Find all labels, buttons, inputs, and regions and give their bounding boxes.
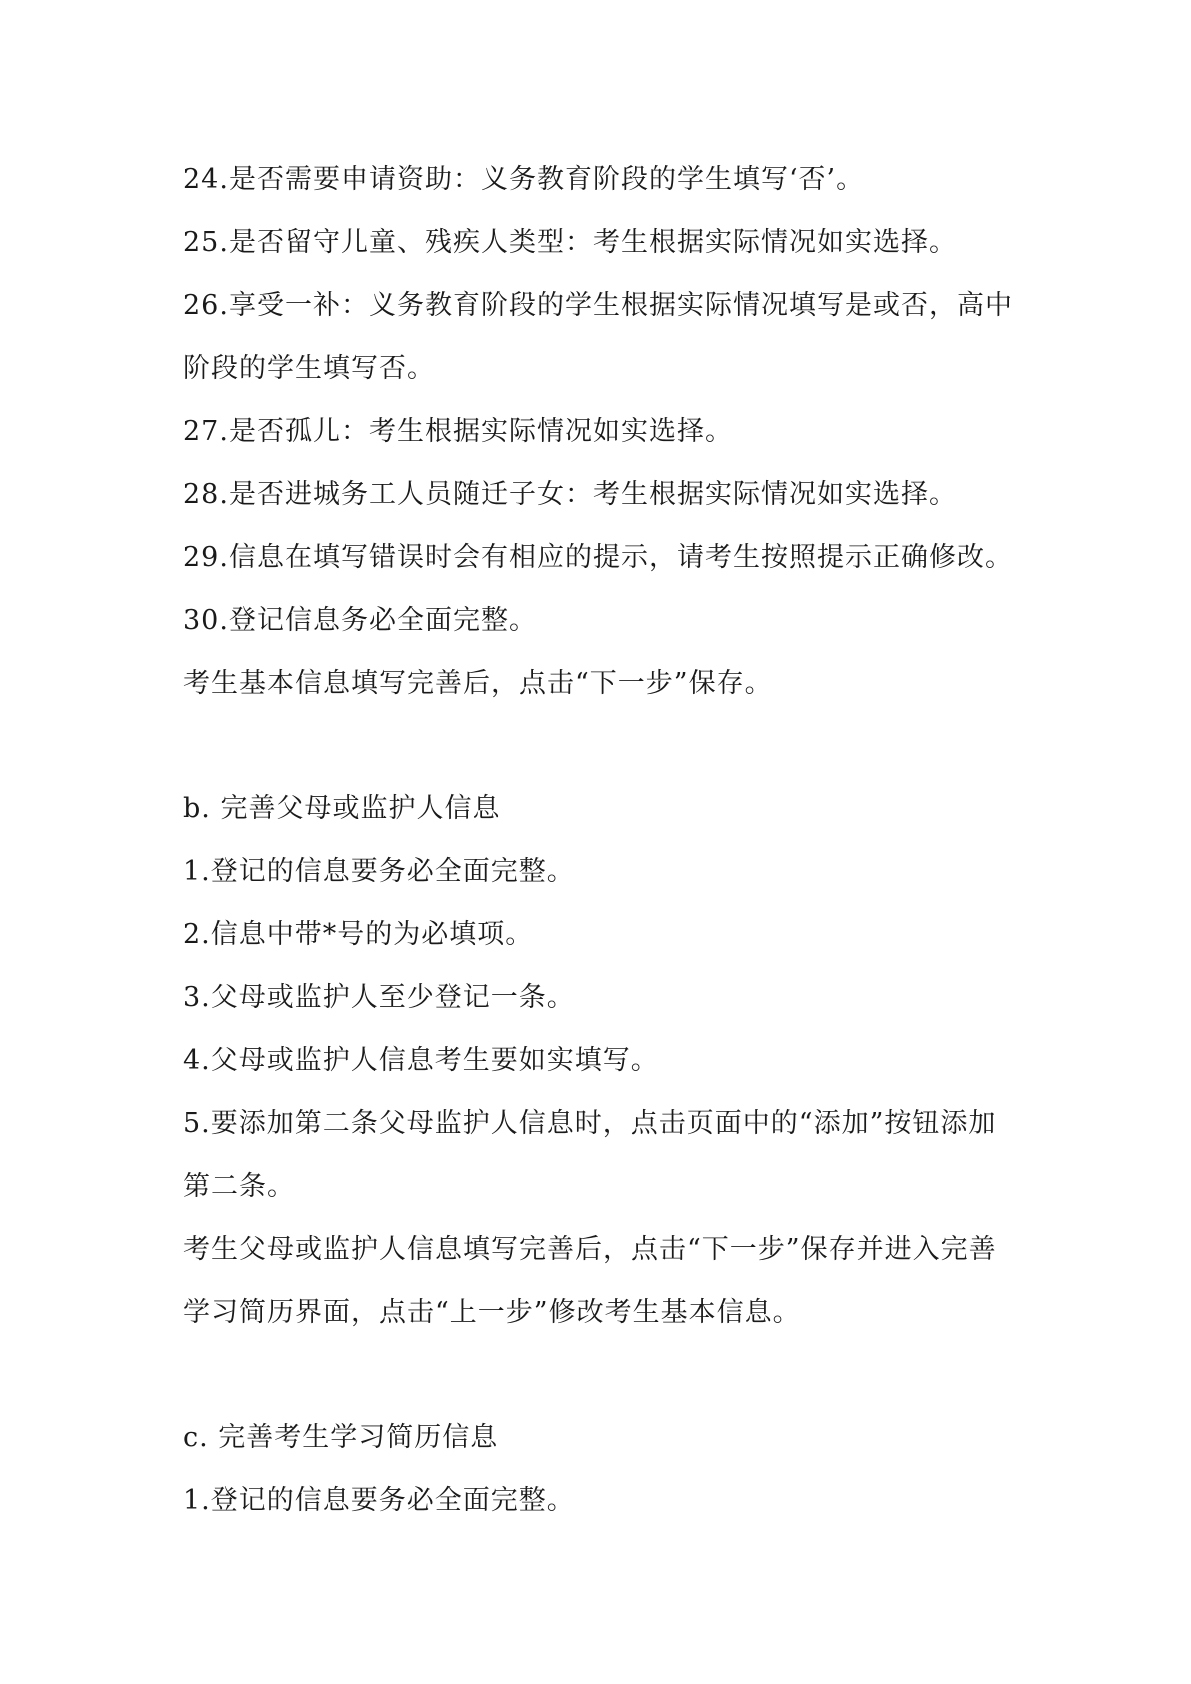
section-heading: c. 完善考生学习简历信息 [183, 1422, 499, 1453]
section-a-tail [183, 148, 1023, 715]
paragraph-line: 1.登记的信息要务必全面完整。 [183, 856, 575, 887]
paragraph-line: 26.享受一补：义务教育阶段的学生根据实际情况填写是或否，高中 [183, 290, 1013, 321]
section-b [183, 777, 1023, 1344]
paragraph-line: 25.是否留守儿童、残疾人类型：考生根据实际情况如实选择。 [183, 227, 957, 258]
paragraph-line: 27.是否孤儿：考生根据实际情况如实选择。 [183, 416, 733, 447]
paragraph-line: 2.信息中带*号的为必填项。 [183, 919, 534, 950]
paragraph-line: 4.父母或监护人信息考生要如实填写。 [183, 1045, 659, 1076]
paragraph-line: 28.是否进城务工人员随迁子女：考生根据实际情况如实选择。 [183, 479, 957, 510]
document-page [183, 148, 1023, 1532]
paragraph-line: 30.登记信息务必全面完整。 [183, 605, 537, 636]
section-spacer [183, 1344, 1023, 1406]
paragraph-line: 考生基本信息填写完善后，点击“下一步”保存。 [183, 668, 773, 699]
section-spacer [183, 715, 1023, 777]
paragraph-line: 5.要添加第二条父母监护人信息时，点击页面中的“添加”按钮添加 [183, 1108, 997, 1139]
paragraph-line: 阶段的学生填写否。 [183, 353, 435, 384]
paragraph-line: 考生父母或监护人信息填写完善后，点击“下一步”保存并进入完善 [183, 1234, 997, 1265]
paragraph-line: 1.登记的信息要务必全面完整。 [183, 1485, 575, 1516]
paragraph-line: 学习简历界面，点击“上一步”修改考生基本信息。 [183, 1297, 801, 1328]
paragraph-line: 29.信息在填写错误时会有相应的提示，请考生按照提示正确修改。 [183, 542, 1013, 573]
section-heading: b. 完善父母或监护人信息 [183, 793, 501, 824]
paragraph-line: 第二条。 [183, 1171, 295, 1202]
section-c [183, 1406, 1023, 1532]
paragraph-line: 24.是否需要申请资助：义务教育阶段的学生填写‘否’。 [183, 164, 865, 195]
paragraph-line: 3.父母或监护人至少登记一条。 [183, 982, 575, 1013]
